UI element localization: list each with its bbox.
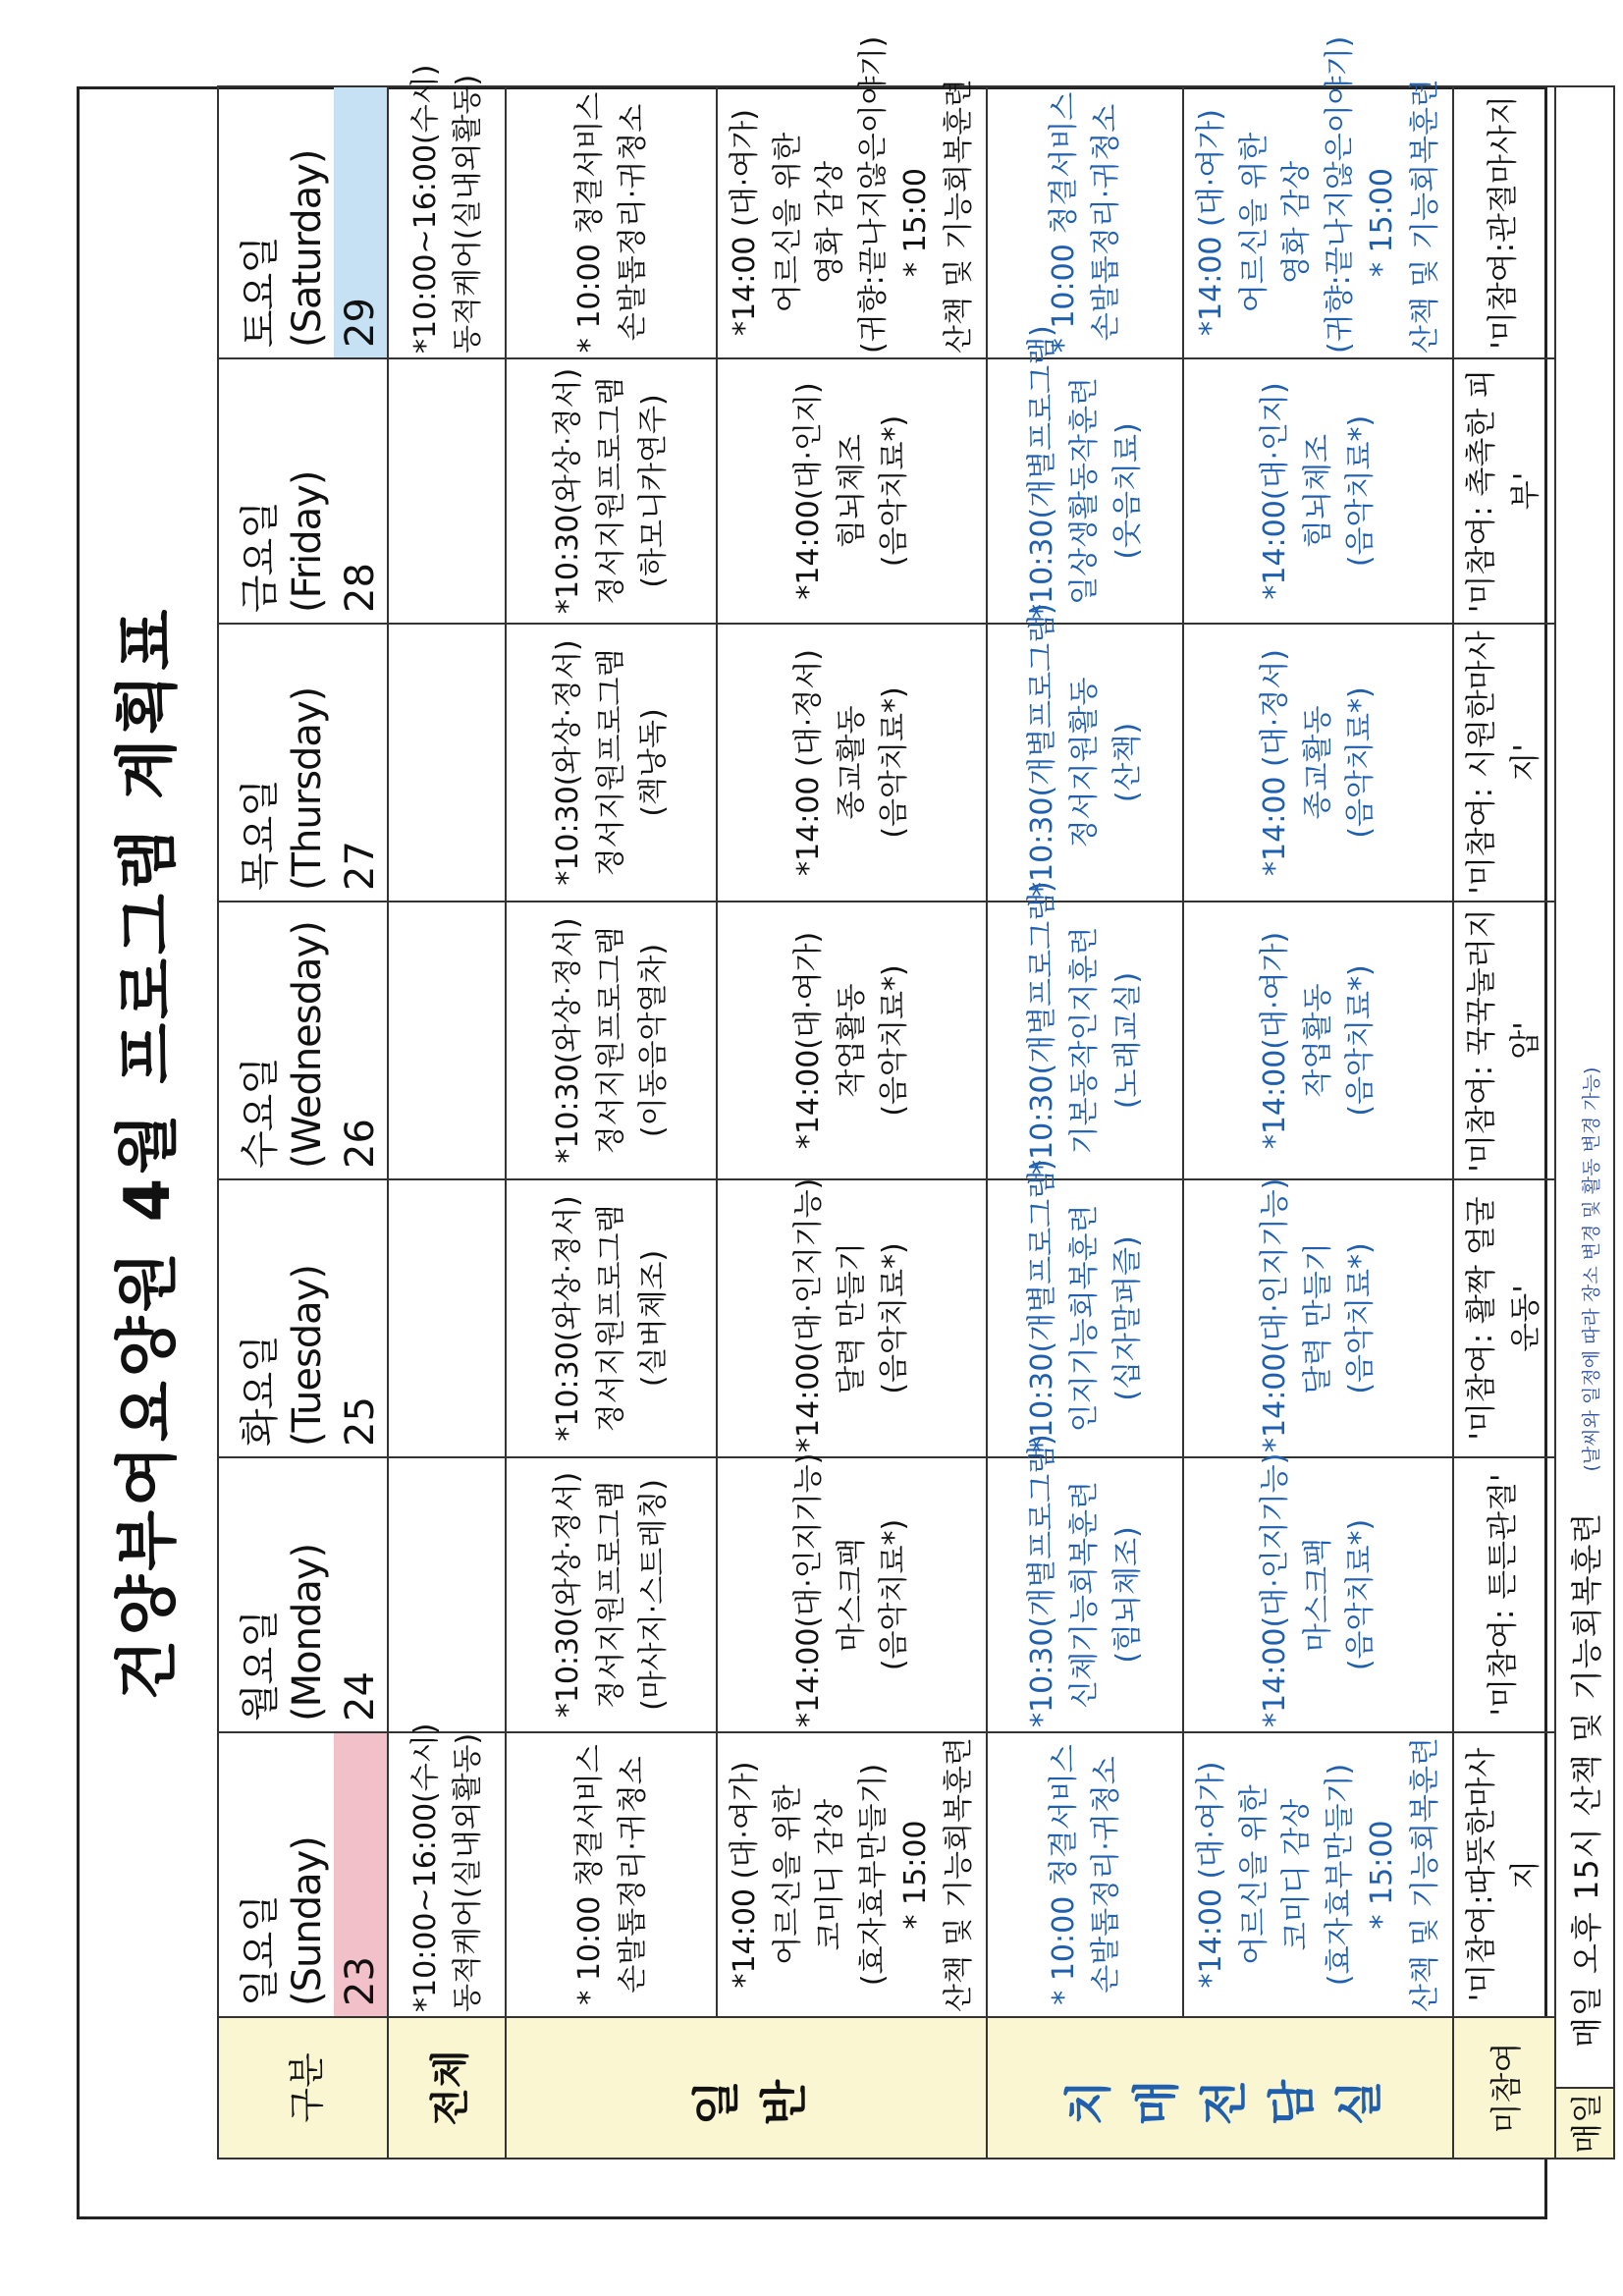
day-name: 토요일(Saturday) xyxy=(238,149,330,348)
cell-line: * 10:00 청결서비스 xyxy=(1046,91,1081,354)
cell-all-sat xyxy=(388,64,506,358)
cell-line: 정서지원프로그램 xyxy=(593,1204,628,1433)
day-date: 27 xyxy=(338,841,383,891)
cell-line: *10:30(개별프로그램) xyxy=(1024,1159,1059,1452)
cell-line: 달력 만들기 xyxy=(1300,1242,1335,1394)
cell-general-pm-thu xyxy=(717,624,987,902)
row-label-dementia: 치 매 전 담 실 xyxy=(987,2017,1453,2159)
cell-line: *10:30(개별프로그램) xyxy=(1024,603,1059,897)
cell-dementia-pm-wed xyxy=(1183,902,1453,1179)
cell-line: 손발톱정리·귀청소 xyxy=(615,103,650,342)
cell-line: *14:00(대·인지) xyxy=(1258,382,1293,600)
cell-line: (힘뇌체조) xyxy=(1109,1526,1145,1664)
cell-line: 힘뇌체조 xyxy=(834,434,869,548)
day-name: 수요일(Wednesday) xyxy=(238,921,330,1169)
cell-line: *14:00(대·여가) xyxy=(791,931,827,1150)
cell-np-sat: '미참여:관절마사지 xyxy=(1453,86,1555,358)
page-title: 건양부여요양원 4월 프로그램 계획표 xyxy=(112,605,185,1701)
cell-line: *14:00 (대·여가) xyxy=(1194,1761,1228,1989)
cell-line: (음악치료*) xyxy=(877,964,912,1117)
cell-line: 산책 및 기능회복훈련 xyxy=(941,79,976,354)
cell-line: 손발톱정리·귀청소 xyxy=(1089,1756,1123,1994)
row-label-non-participant: 미참여 xyxy=(1453,2017,1555,2159)
cell-line: *14:00 (대·여가) xyxy=(728,109,762,336)
cell-line: 동적케어(실내외활동) xyxy=(451,74,485,354)
category-header: 구분 xyxy=(218,2017,388,2159)
cell-line: *14:00(대·인지기능) xyxy=(791,1177,827,1452)
cell-dementia-am-mon xyxy=(987,1434,1183,1732)
cell-line: (음악치료*) xyxy=(1343,1242,1379,1394)
cell-line: *10:30(와상·정서) xyxy=(551,917,586,1164)
day-name: 일요일(Sunday) xyxy=(238,1836,330,2006)
cell-line: 어르신을 위한 xyxy=(770,1784,805,1965)
cell-dementia-pm-sat xyxy=(1183,35,1453,358)
daily-text: 매일 오후 15시 산책 및 기능회복훈련 xyxy=(1567,1511,1605,2048)
row-all xyxy=(388,86,506,2159)
daily-note-cell xyxy=(1555,86,1614,2088)
cell-line: 동적케어(실내외활동) xyxy=(451,1732,485,2012)
cell-line: (웃음치료) xyxy=(1109,422,1145,560)
cell-dementia-pm-fri xyxy=(1183,358,1453,624)
cell-general-pm-mon xyxy=(717,1452,987,1732)
cell-dementia-pm-tue xyxy=(1183,1179,1453,1457)
cell-line: * 15:00 xyxy=(1365,1820,1399,1930)
cell-dementia-am-sun xyxy=(987,1732,1183,2017)
cell-line: *10:30(와상·정서) xyxy=(551,639,586,886)
day-name: 화요일(Tuesday) xyxy=(238,1265,330,1447)
cell-line: * 15:00 xyxy=(898,167,933,277)
cell-line: 기본동작인지훈련 xyxy=(1067,926,1103,1155)
cell-line: 영화 감상 xyxy=(813,160,847,285)
cell-line: 작업활동 xyxy=(1300,983,1335,1098)
cell-line: *10:00~16:00(수시) xyxy=(407,64,443,354)
day-name: 월요일(Monday) xyxy=(238,1543,330,1722)
day-date: 23 xyxy=(334,1733,387,2016)
day-header-thursday xyxy=(218,624,388,902)
cell-general-pm-wed xyxy=(717,902,987,1179)
cell-general-pm-sat xyxy=(717,35,987,358)
cell-general-am-sun xyxy=(506,1732,717,2017)
row-daily xyxy=(1555,86,1614,2159)
cell-line: 작업활동 xyxy=(834,983,869,1098)
cell-line: 어르신을 위한 xyxy=(1236,1784,1271,1965)
cell-dementia-am-sat xyxy=(987,86,1183,358)
schedule-frame xyxy=(77,35,1605,2219)
cell-line: 달력 만들기 xyxy=(834,1242,869,1394)
cell-line: 손발톱정리·귀청소 xyxy=(1089,103,1123,342)
cell-all-fri xyxy=(388,358,506,624)
cell-line: 종교활동 xyxy=(834,705,869,820)
cell-general-am-fri xyxy=(506,358,717,624)
cell-line: 마스크팩 xyxy=(1300,1538,1335,1652)
cell-line: (귀향:끝나지않은이야기) xyxy=(1322,35,1357,354)
schedule-table xyxy=(217,35,1615,2159)
cell-line: *10:00~16:00(수시) xyxy=(407,1722,443,2012)
cell-np-sun: '미참여:따뜻한마사지 xyxy=(1453,1732,1555,2017)
header-row xyxy=(218,86,388,2159)
day-header-wednesday xyxy=(218,902,388,1179)
cell-line: (마사지·스트레칭) xyxy=(636,1479,672,1711)
cell-line: (하모니카연주) xyxy=(636,394,672,588)
day-header-monday xyxy=(218,1457,388,1732)
cell-line: *10:30(와상·정서) xyxy=(551,1195,586,1442)
cell-line: 힘뇌체조 xyxy=(1300,434,1335,548)
day-date: 25 xyxy=(338,1396,383,1447)
cell-line: (책낭독) xyxy=(636,708,672,817)
cell-line: (음악치료*) xyxy=(1343,1518,1379,1671)
day-name: 금요일(Friday) xyxy=(238,470,330,613)
cell-general-am-thu xyxy=(506,624,717,902)
cell-line: *10:30(개별프로그램) xyxy=(1024,325,1059,619)
cell-line: 영화 감상 xyxy=(1279,160,1314,285)
cell-all-sun xyxy=(388,1722,506,2017)
cell-line: 코미디 감상 xyxy=(1279,1798,1314,1951)
cell-all-tue xyxy=(388,1179,506,1457)
day-date: 24 xyxy=(338,1671,383,1722)
cell-dementia-am-fri xyxy=(987,325,1183,624)
cell-line: (효자효부만들기) xyxy=(855,1763,891,1987)
cell-line: (음악치료*) xyxy=(1343,686,1379,839)
cell-line: * 15:00 xyxy=(1365,167,1399,277)
cell-line: 신체기능회복훈련 xyxy=(1067,1481,1103,1709)
cell-line: 산책 및 기능회복훈련 xyxy=(1407,1737,1442,2012)
cell-line: 정서지원프로그램 xyxy=(593,1481,628,1709)
cell-np-tue: '미참여: 활짝 얼굴운동' xyxy=(1453,1179,1555,1457)
cell-dementia-am-thu xyxy=(987,603,1183,902)
cell-general-pm-sun xyxy=(717,1732,987,2017)
cell-line: *10:30(와상·정서) xyxy=(551,367,586,615)
cell-line: 정서지원프로그램 xyxy=(593,377,628,605)
cell-line: *14:00(대·여가) xyxy=(1258,931,1293,1150)
day-header-tuesday xyxy=(218,1179,388,1457)
cell-line: 어르신을 위한 xyxy=(770,132,805,313)
row-label-all: 전체 xyxy=(388,2017,506,2159)
row-dementia-afternoon xyxy=(1183,86,1453,2159)
day-header-saturday xyxy=(218,86,388,358)
cell-line: 마스크팩 xyxy=(834,1538,869,1652)
day-date: 28 xyxy=(338,563,383,613)
row-label-general: 일 반 xyxy=(506,2017,987,2159)
cell-np-thu: '미참여: 시원한마사지' xyxy=(1453,624,1555,902)
cell-line: (음악치료*) xyxy=(877,686,912,839)
cell-line: 정서지원프로그램 xyxy=(593,926,628,1155)
cell-line: * 10:00 청결서비스 xyxy=(572,1744,607,2005)
cell-line: (이동음악열차) xyxy=(636,943,672,1138)
cell-dementia-pm-thu xyxy=(1183,624,1453,902)
cell-np-wed: '미참여: 꾹꾹눌러지압' xyxy=(1453,902,1555,1179)
cell-dementia-am-wed xyxy=(987,881,1183,1179)
cell-general-pm-tue xyxy=(717,1179,987,1457)
daily-subnote: (날씨와 일정에 따라 장소 변경 및 활동 변경 가능) xyxy=(1580,1066,1602,1472)
cell-dementia-am-tue xyxy=(987,1159,1183,1457)
cell-line: *10:30(개별프로그램) xyxy=(1024,1434,1059,1727)
cell-line: 어르신을 위한 xyxy=(1236,132,1271,313)
cell-all-mon xyxy=(388,1457,506,1732)
cell-line: (음악치료*) xyxy=(1343,414,1379,568)
cell-np-mon: '미참여: 튼튼관절' xyxy=(1453,1457,1555,1732)
cell-line: * 15:00 xyxy=(898,1820,933,1930)
cell-line: 종교활동 xyxy=(1300,705,1335,820)
cell-all-thu xyxy=(388,624,506,902)
cell-line: *14:00(대·인지기능) xyxy=(1258,1177,1293,1452)
cell-line: (노래교실) xyxy=(1109,971,1145,1110)
day-date: 29 xyxy=(334,87,387,357)
cell-line: (실버체조) xyxy=(636,1249,672,1388)
cell-line: 산책 및 기능회복훈련 xyxy=(1407,79,1442,354)
cell-line: * 10:00 청결서비스 xyxy=(572,91,607,354)
cell-line: *14:00 (대·여가) xyxy=(728,1761,762,1989)
day-header-sunday xyxy=(218,1732,388,2017)
cell-line: (음악치료*) xyxy=(1343,964,1379,1117)
cell-general-am-sat xyxy=(506,86,717,358)
cell-line: 손발톱정리·귀청소 xyxy=(615,1756,650,1994)
row-non-participant xyxy=(1453,86,1555,2159)
cell-line: (음악치료*) xyxy=(877,414,912,568)
cell-line: 인지기능회복훈련 xyxy=(1067,1204,1103,1433)
cell-line: 코미디 감상 xyxy=(813,1798,847,1951)
day-date: 26 xyxy=(338,1119,383,1169)
day-name: 목요일(Thursday) xyxy=(238,686,330,891)
cell-line: (십자말퍼즐) xyxy=(1109,1235,1145,1401)
cell-general-am-mon xyxy=(506,1457,717,1732)
cell-line: (산책) xyxy=(1109,722,1145,803)
cell-general-am-wed xyxy=(506,902,717,1179)
cell-line: *14:00(대·인지) xyxy=(791,382,827,600)
cell-dementia-pm-sun xyxy=(1183,1732,1453,2017)
row-label-daily: 매일 xyxy=(1555,2088,1614,2159)
cell-line: *14:00(대·인지기능) xyxy=(791,1452,827,1727)
cell-line: *14:00 (대·여가) xyxy=(1194,109,1228,336)
row-general-morning xyxy=(506,86,717,2159)
cell-line: *14:00 (대·정서) xyxy=(1258,649,1293,876)
cell-general-pm-fri xyxy=(717,358,987,624)
cell-line: 일상생활동작훈련 xyxy=(1067,377,1103,605)
cell-line: *10:30(와상·정서) xyxy=(551,1471,586,1719)
cell-line: (음악치료*) xyxy=(877,1518,912,1671)
cell-line: *14:00 (대·정서) xyxy=(791,649,827,876)
row-general-afternoon xyxy=(717,86,987,2159)
cell-general-am-tue xyxy=(506,1179,717,1457)
day-header-friday xyxy=(218,358,388,624)
cell-line: 정서지원활동 xyxy=(1067,677,1103,848)
cell-line: * 10:00 청결서비스 xyxy=(1046,1744,1081,2005)
cell-line: (음악치료*) xyxy=(877,1242,912,1394)
cell-np-fri: '미참여: 촉촉한 피부' xyxy=(1453,358,1555,624)
cell-line: (귀향:끝나지않은이야기) xyxy=(855,35,891,354)
cell-line: *14:00(대·인지기능) xyxy=(1258,1452,1293,1727)
cell-line: 산책 및 기능회복훈련 xyxy=(941,1737,976,2012)
cell-line: *10:30(개별프로그램) xyxy=(1024,881,1059,1175)
cell-dementia-pm-mon xyxy=(1183,1452,1453,1732)
cell-line: 정서지원프로그램 xyxy=(593,648,628,877)
cell-line: (효자효부만들기) xyxy=(1322,1763,1357,1987)
row-dementia-morning xyxy=(987,86,1183,2159)
cell-all-wed xyxy=(388,902,506,1179)
